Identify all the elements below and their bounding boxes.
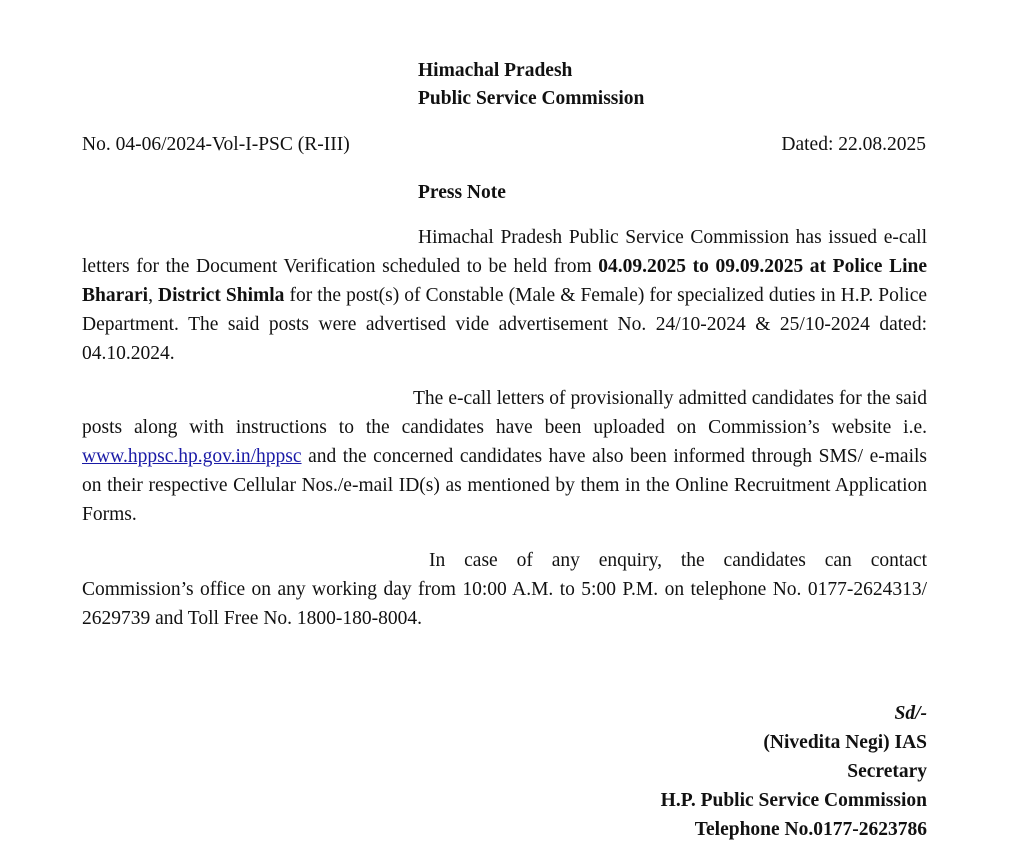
paragraph-2-text-b: and the concerned candidates have also been informed through SMS/ e-mails on their respective Cellular Nos./e-mail ID(s) as mentioned by them in the Online Recruitment Application Forms. — [82, 446, 927, 525]
paragraph-3 — [82, 546, 927, 633]
commission-website-link[interactable]: www.hppsc.hp.gov.in/hppsc — [82, 446, 302, 467]
paragraph-1-text-b: for the post(s) of Constable (Male & Female) for specialized duties in H.P. Police Department. The said posts were advertised vide advertisement No. 24/10-2024 & 25/10-2024 dated: 04.10.2024. — [82, 285, 928, 364]
signatory-telephone: Telephone No.0177-2623786 — [694, 819, 927, 840]
paragraph-1-sep: , — [148, 285, 159, 306]
signatory-designation: Secretary — [847, 761, 927, 782]
paragraph-2 — [82, 384, 927, 529]
paragraph-3-text: In case of any enquiry, the candidates can contact Commission’s office on any working day from 10:00 A.M. to 5:00 P.M. on telephone No. 0177-2624313/ 2629739 and Toll Free No. 1800-180-8004. — [82, 550, 927, 629]
document-title: Press Note — [418, 182, 506, 203]
org-name-line1: Himachal Pradesh — [418, 60, 573, 81]
reference-number: No. 04-06/2024-Vol-I-PSC (R-III) — [82, 134, 350, 155]
paragraph-1-text-a: Himachal Pradesh Public Service Commission has issued e-call letters for the Document Verification scheduled to be held from — [82, 227, 927, 277]
dv-dates-venue: 04.09.2025 to 09.09.2025 at Police Line Bharari — [82, 256, 927, 306]
paragraph-2-text-a: The e-call letters of provisionally admitted candidates for the said posts along with instructions to the candidates have been uploaded on Commission’s website i.e. — [82, 388, 927, 438]
org-name-line2: Public Service Commission — [418, 88, 645, 109]
signature-sd: Sd/- — [894, 703, 927, 724]
district-name: District Shimla — [158, 285, 285, 306]
signatory-office: H.P. Public Service Commission — [660, 790, 927, 811]
paragraph-1 — [82, 223, 927, 368]
document-date: Dated: 22.08.2025 — [781, 134, 926, 155]
signatory-name: (Nivedita Negi) IAS — [763, 732, 927, 753]
